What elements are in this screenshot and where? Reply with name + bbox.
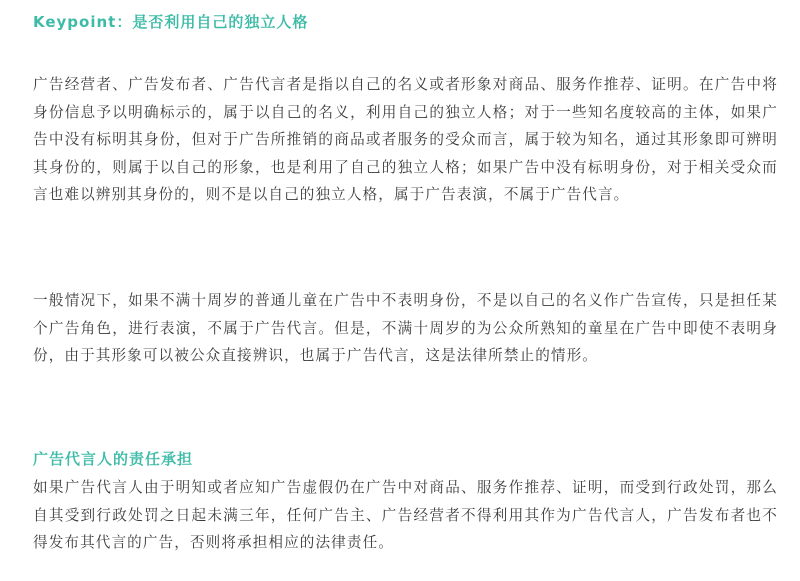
section-heading-liability: 广告代言人的责任承担 <box>33 450 194 468</box>
paragraph-endorsement-definition: 广告经营者、广告发布者、广告代言者是指以自己的名义或者形象对商品、服务作推荐、证明。在广告中将身份信息予以明确标示的，属于以自己的名义，利用自己的独立人格；对于一些知名度较高的主体，如果广告中没有标明其身份，但对于广告所推销的商品或者服务的受众而言，属于较为知名，通过其形象即可辨明其身份的，则属于以自己的形象，也是利用了自己的独立人格；如果广告中没有标明身份，对于相关受众而言也难以辨别其身份的，则不是以自己的独立人格，属于广告表演，不属于广告代言。 <box>33 76 778 203</box>
section-heading-keypoint: Keypoint：是否利用自己的独立人格 <box>33 13 309 31</box>
paragraph-child-endorsement: 一般情况下，如果不满十周岁的普通儿童在广告中不表明身份，不是以自己的名义作广告宣传，只是担任某个广告角色，进行表演，不属于广告代言。但是，不满十周岁的为公众所熟知的童星在广告中即使不表明身份，由于其形象可以被公众直接辨识，也属于广告代言，这是法律所禁止的情形。 <box>33 292 778 364</box>
paragraph-liability: 如果广告代言人由于明知或者应知广告虚假仍在广告中对商品、服务作推荐、证明，而受到行政处罚，那么自其受到行政处罚之日起未满三年，任何广告主、广告经营者不得利用其作为广告代言人，广告发布者也不得发布其代言的广告，否则将承担相应的法律责任。 <box>33 479 778 551</box>
